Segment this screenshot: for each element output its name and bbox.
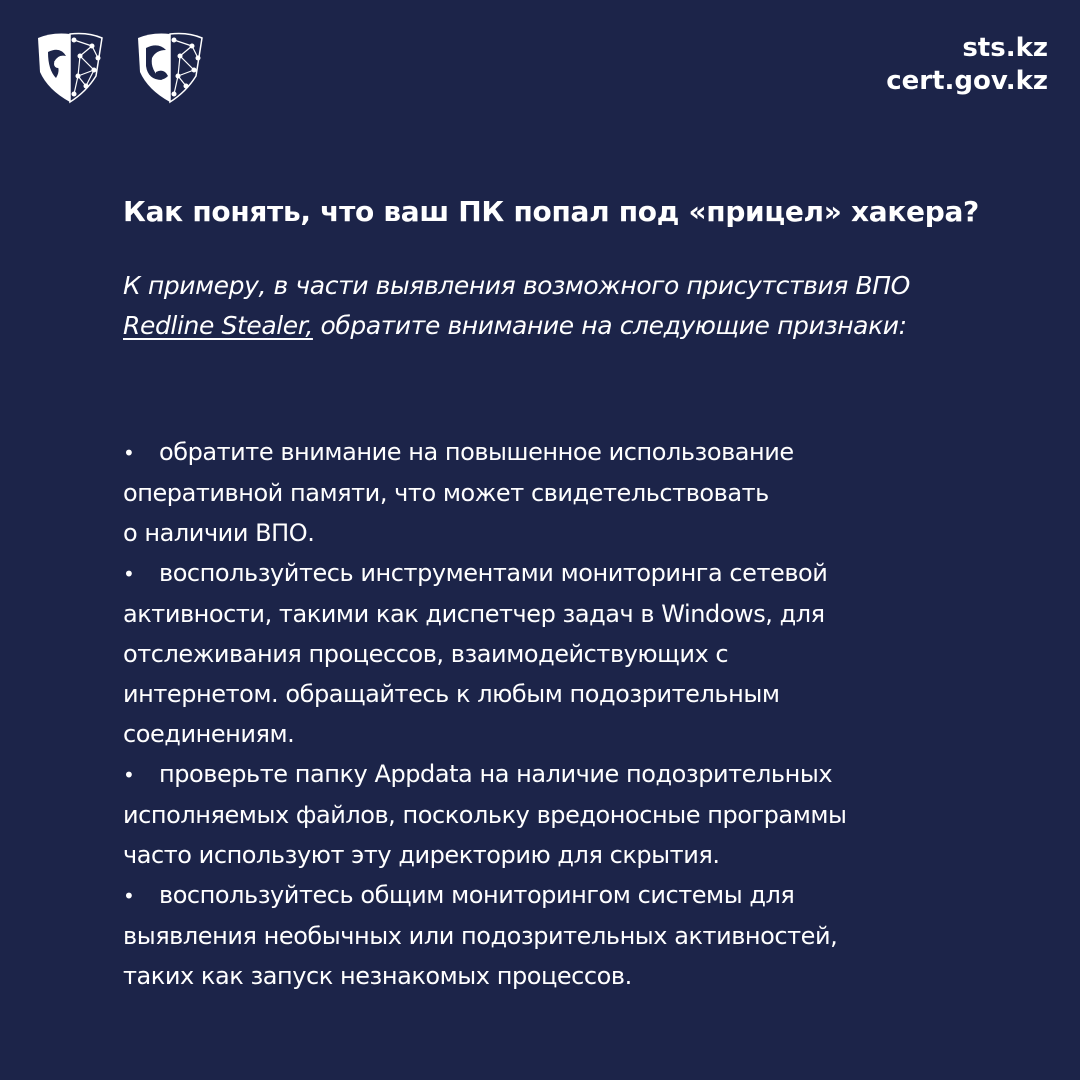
list-item-line: • воспользуйтесь общим мониторингом системы для	[123, 875, 1023, 916]
list-item	[123, 432, 1023, 553]
list-item-line: • обратите внимание на повышенное использование	[123, 432, 1023, 473]
shield-bird-icon	[134, 28, 206, 108]
intro-line-1: К примеру, в части выявления возможного присутствия ВПО	[123, 271, 910, 300]
list-item-line: часто используют эту директорию для скрытия.	[123, 841, 720, 869]
bullet-icon: •	[123, 763, 135, 787]
list-item-line: отслеживания процессов, взаимодействующих с	[123, 640, 729, 668]
list-item-line: о наличии ВПО.	[123, 519, 315, 547]
intro-line-2	[123, 306, 1023, 346]
logo-group	[34, 28, 206, 108]
list-item-line: исполняемых файлов, поскольку вредоносные программы	[123, 801, 847, 829]
site-links	[886, 32, 1048, 98]
list-item-line: • проверьте папку Appdata на наличие подозрительных	[123, 754, 1023, 795]
site-cert: cert.gov.kz	[886, 66, 1048, 96]
page-title: Как понять, что ваш ПК попал под «прицел» хакера?	[123, 195, 979, 228]
site-sts: sts.kz	[962, 33, 1048, 63]
list-item	[123, 875, 1023, 996]
signs-list	[123, 432, 1023, 996]
malware-name-highlight: Redline Stealer,	[123, 311, 313, 340]
list-item-line: таких как запуск незнакомых процессов.	[123, 962, 632, 990]
shield-network-icon	[34, 28, 106, 108]
bullet-icon: •	[123, 562, 135, 586]
intro-line-2-rest: обратите внимание на следующие признаки:	[312, 311, 907, 340]
list-item	[123, 553, 1023, 754]
main-content	[123, 192, 1023, 996]
bullet-icon: •	[123, 441, 135, 465]
list-item-line: • воспользуйтесь инструментами мониторинга сетевой	[123, 553, 1023, 594]
list-item-line: оперативной памяти, что может свидетельствовать	[123, 479, 769, 507]
list-item-line: выявления необычных или подозрительных активностей,	[123, 922, 838, 950]
intro-paragraph	[123, 266, 1023, 346]
list-item-line: соединениям.	[123, 720, 295, 748]
list-item-line: активности, такими как диспетчер задач в Windows, для	[123, 600, 825, 628]
list-item-line: интернетом. обращайтесь к любым подозрительным	[123, 680, 780, 708]
list-item	[123, 754, 1023, 875]
bullet-icon: •	[123, 884, 135, 908]
